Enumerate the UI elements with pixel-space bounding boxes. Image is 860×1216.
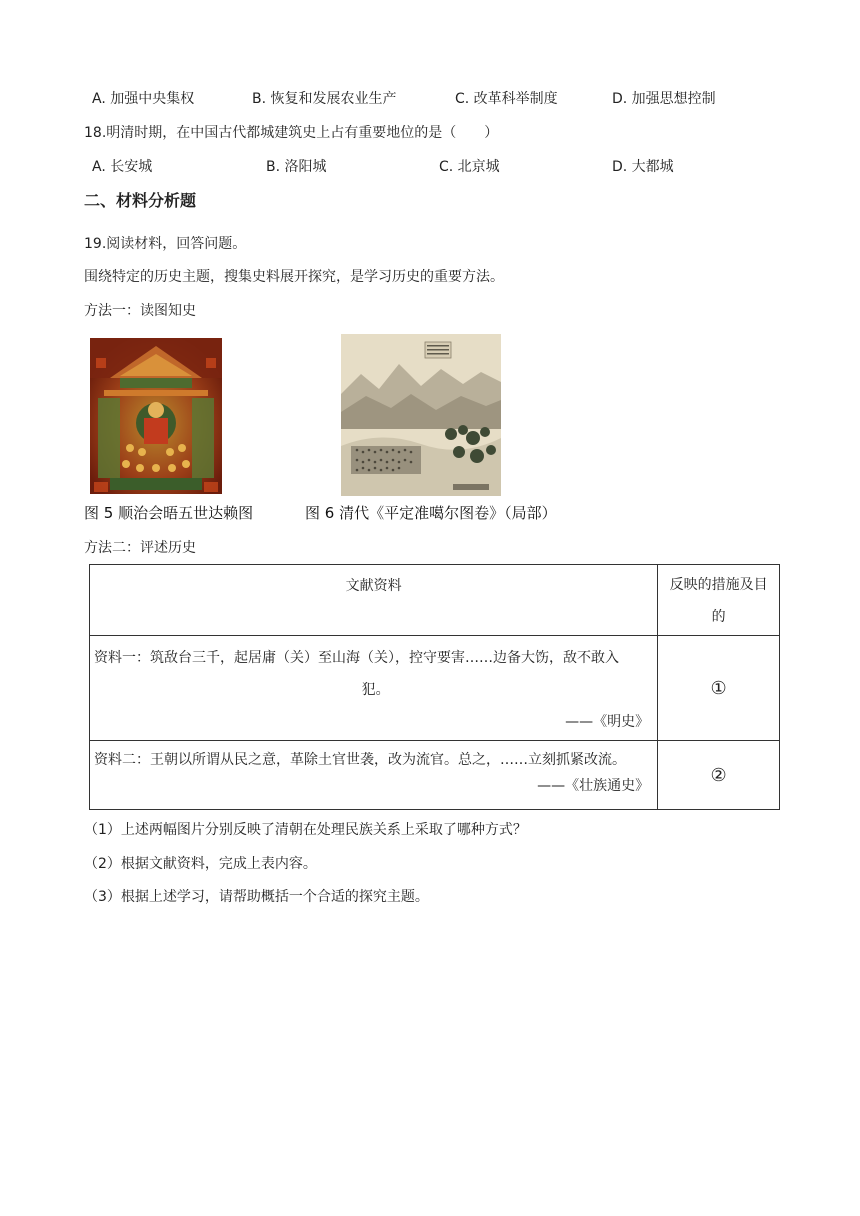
q19-intro: 围绕特定的历史主题，搜集史料展开探究，是学习历史的重要方法。 [84,269,504,285]
sub-question-1: （1）上述两幅图片分别反映了清朝在处理民族关系上采取了哪种方式？ [84,822,527,838]
q18-stem: 18.明清时期，在中国古代都城建筑史上占有重要地位的是（ ） [84,125,499,141]
q19-method1: 方法一：读图知史 [84,303,196,319]
table-answer-slot-2: ② [658,741,780,810]
shunzhi-dalai-painting [90,338,222,494]
sub-question-2: （2）根据文献资料，完成上表内容。 [84,856,317,872]
q18-option-c: C. 北京城 [439,159,500,175]
figure5-caption: 图 5 顺治会晤五世达赖图 [84,504,254,522]
q17-option-c: C. 改革科举制度 [455,91,558,107]
section-title: 二、材料分析题 [84,191,197,210]
q19-method2: 方法二：评述历史 [84,540,196,556]
q18-option-b: B. 洛阳城 [266,159,327,175]
q17-option-a: A. 加强中央集权 [92,91,195,107]
table-header-measures: 反映的措施及目 的 [658,565,780,636]
q17-option-b: B. 恢复和发展农业生产 [252,91,397,107]
pingding-zhungar-scroll [341,334,501,496]
table-answer-slot-1: ① [658,636,780,741]
figure6-caption: 图 6 清代《平定准噶尔图卷》（局部） [305,504,557,522]
q18-option-d: D. 大都城 [612,159,674,175]
table-header-documents: 文献资料 [90,565,658,636]
sub-question-3: （3）根据上述学习，请帮助概括一个合适的探究主题。 [84,889,429,905]
q17-option-d: D. 加强思想控制 [612,91,716,107]
document-table [89,564,780,810]
q19-stem: 19.阅读材料，回答问题。 [84,236,247,252]
table-row-material-2: 资料二：王朝以所谓从民之意，革除土官世袭，改为流官。总之，……立刻抓紧改流。 ——《壮族通史》 [90,741,658,810]
table-row-material-1: 资料一：筑敌台三千，起居庸（关）至山海（关），控守要害……边备大饬，敌不敢入 犯。 ——《明史》 [90,636,658,741]
q18-option-a: A. 长安城 [92,159,153,175]
